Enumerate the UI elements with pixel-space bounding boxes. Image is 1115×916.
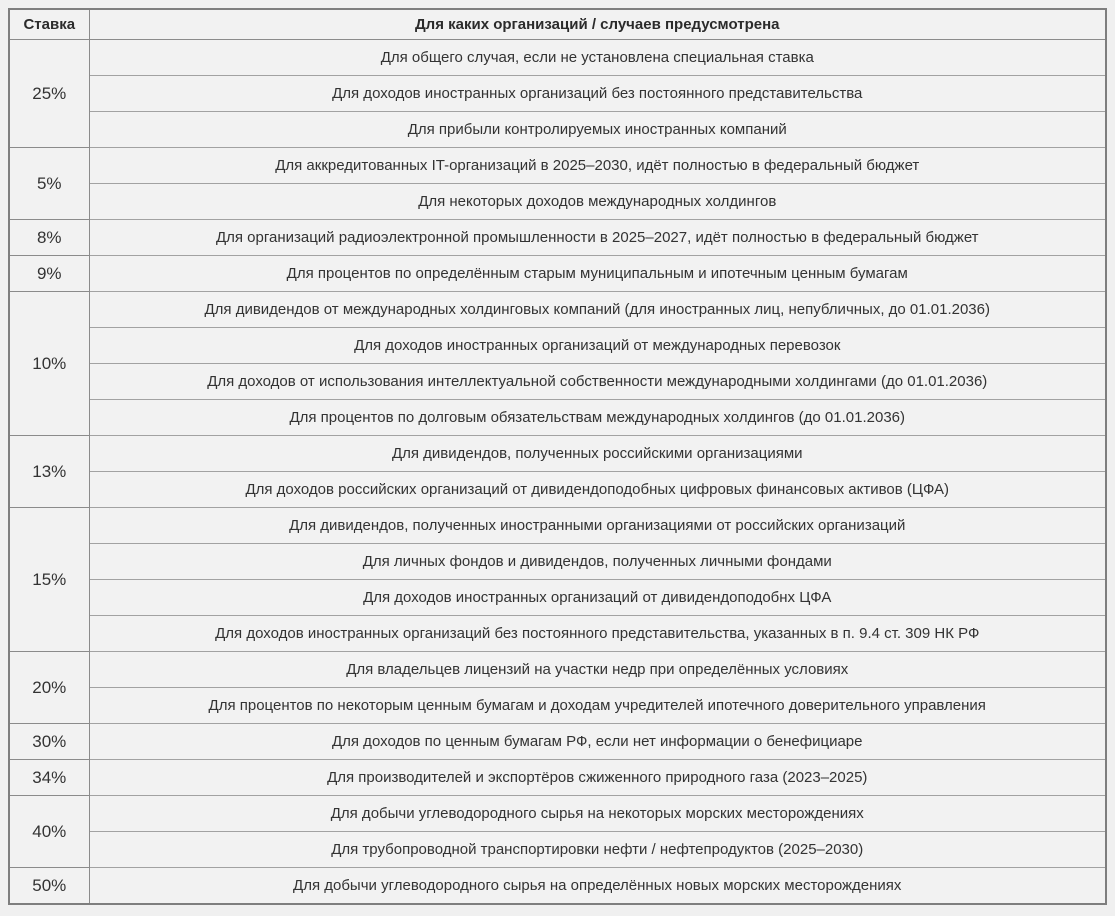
case-cell: Для процентов по некоторым ценным бумагам и доходам учредителей ипотечного доверительного управления: [89, 688, 1106, 724]
table-row: [9, 364, 1106, 400]
table-header-row: [9, 9, 1106, 40]
rate-cell: 15%: [9, 508, 89, 652]
table-row: [9, 220, 1106, 256]
case-cell: Для аккредитованных IT-организаций в 2025–2030, идёт полностью в федеральный бюджет: [89, 148, 1106, 184]
case-cell: Для добычи углеводородного сырья на определённых новых морских месторождениях: [89, 868, 1106, 905]
table-row: [9, 292, 1106, 328]
table-row: [9, 400, 1106, 436]
table-row: [9, 544, 1106, 580]
case-cell: Для дивидендов от международных холдинговых компаний (для иностранных лиц, непубличных, до 01.01.2036): [89, 292, 1106, 328]
case-cell: Для доходов от использования интеллектуальной собственности международными холдингами (до 01.01.2036): [89, 364, 1106, 400]
case-cell: Для прибыли контролируемых иностранных компаний: [89, 112, 1106, 148]
case-cell: Для доходов иностранных организаций от дивидендоподобнх ЦФА: [89, 580, 1106, 616]
table-row: [9, 436, 1106, 472]
rate-cell: 25%: [9, 40, 89, 148]
header-rate: Ставка: [9, 9, 89, 40]
table-row: [9, 688, 1106, 724]
case-cell: Для доходов российских организаций от дивидендоподобных цифровых финансовых активов (ЦФА): [89, 472, 1106, 508]
rate-cell: 8%: [9, 220, 89, 256]
table-body: [9, 40, 1106, 905]
rate-cell: 5%: [9, 148, 89, 220]
header-cases: Для каких организаций / случаев предусмотрена: [89, 9, 1106, 40]
rate-cell: 40%: [9, 796, 89, 868]
case-cell: Для общего случая, если не установлена специальная ставка: [89, 40, 1106, 76]
case-cell: Для дивидендов, полученных российскими организациями: [89, 436, 1106, 472]
table-row: [9, 508, 1106, 544]
table-row: [9, 868, 1106, 905]
case-cell: Для доходов иностранных организаций без постоянного представительства: [89, 76, 1106, 112]
case-cell: Для доходов иностранных организаций без постоянного представительства, указанных в п. 9.4 ст. 309 НК РФ: [89, 616, 1106, 652]
table-row: [9, 40, 1106, 76]
case-cell: Для доходов иностранных организаций от международных перевозок: [89, 328, 1106, 364]
rate-cell: 20%: [9, 652, 89, 724]
table-row: [9, 580, 1106, 616]
table-row: [9, 256, 1106, 292]
case-cell: Для процентов по долговым обязательствам международных холдингов (до 01.01.2036): [89, 400, 1106, 436]
case-cell: Для доходов по ценным бумагам РФ, если нет информации о бенефициаре: [89, 724, 1106, 760]
rate-cell: 13%: [9, 436, 89, 508]
rate-cell: 50%: [9, 868, 89, 905]
table-row: [9, 184, 1106, 220]
case-cell: Для трубопроводной транспортировки нефти / нефтепродуктов (2025–2030): [89, 832, 1106, 868]
case-cell: Для добычи углеводородного сырья на некоторых морских месторождениях: [89, 796, 1106, 832]
tax-rates-table: [8, 8, 1107, 905]
table-row: [9, 148, 1106, 184]
table-row: [9, 652, 1106, 688]
rate-cell: 30%: [9, 724, 89, 760]
case-cell: Для дивидендов, полученных иностранными организациями от российских организаций: [89, 508, 1106, 544]
rate-cell: 10%: [9, 292, 89, 436]
case-cell: Для процентов по определённым старым муниципальным и ипотечным ценным бумагам: [89, 256, 1106, 292]
table-row: [9, 328, 1106, 364]
case-cell: Для владельцев лицензий на участки недр при определённых условиях: [89, 652, 1106, 688]
case-cell: Для производителей и экспортёров сжиженного природного газа (2023–2025): [89, 760, 1106, 796]
table-row: [9, 472, 1106, 508]
table-row: [9, 112, 1106, 148]
table-row: [9, 832, 1106, 868]
case-cell: Для организаций радиоэлектронной промышленности в 2025–2027, идёт полностью в федеральный бюджет: [89, 220, 1106, 256]
table-row: [9, 616, 1106, 652]
table-row: [9, 796, 1106, 832]
table-row: [9, 76, 1106, 112]
case-cell: Для некоторых доходов международных холдингов: [89, 184, 1106, 220]
table-row: [9, 724, 1106, 760]
rate-cell: 9%: [9, 256, 89, 292]
table-row: [9, 760, 1106, 796]
case-cell: Для личных фондов и дивидендов, полученных личными фондами: [89, 544, 1106, 580]
rate-cell: 34%: [9, 760, 89, 796]
